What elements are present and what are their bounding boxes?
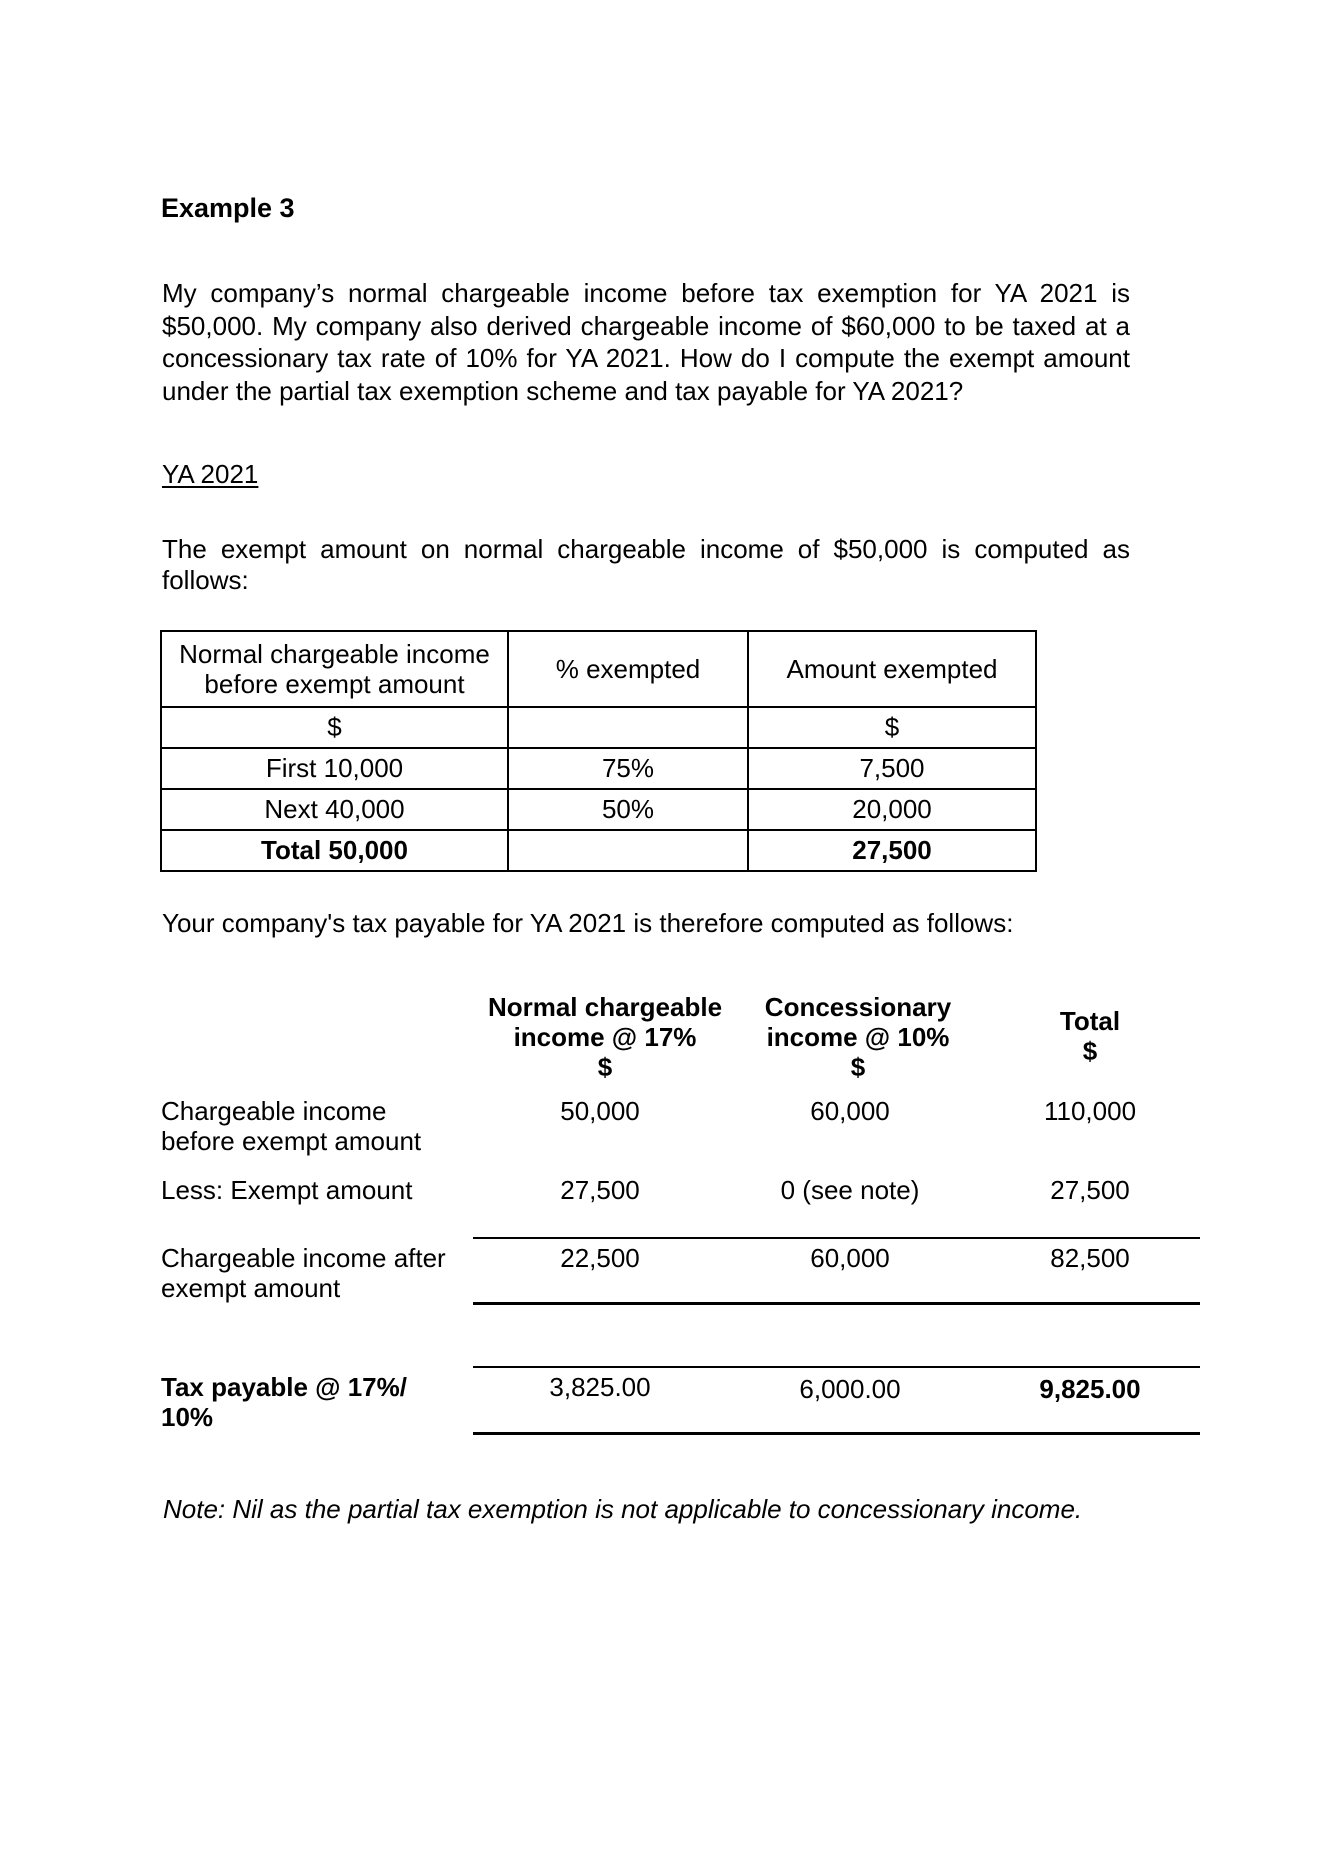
table-row [161,748,1036,789]
table-cell: 75% [508,748,748,789]
currency-cell: $ [161,707,508,748]
table-cell: 50% [508,789,748,830]
table-cell: 20,000 [748,789,1036,830]
col-header-unit: $ [597,1052,613,1082]
value-normal: 22,500 [560,1243,640,1273]
table-header-row [161,631,1036,707]
table-cell: Next 40,000 [161,789,508,830]
col-header-line: Normal chargeable [487,992,723,1022]
table-cell: 7,500 [748,748,1036,789]
value-total: 27,500 [1050,1175,1130,1205]
footnote: Note: Nil as the partial tax exemption is not applicable to concessionary income. [163,1494,1083,1524]
value-normal: 3,825.00 [549,1372,651,1402]
value-concessionary: 60,000 [810,1243,890,1273]
value-normal: 27,500 [560,1175,640,1205]
row-label-tax-payable [161,1372,407,1432]
row-label-chargeable-income [161,1096,421,1156]
value-concessionary: 0 (see note) [780,1175,920,1205]
exempt-amount-table [160,630,1037,872]
tax-rule-top [473,1366,1200,1368]
col-header-line: income @ 10% [766,1022,950,1052]
year-heading: YA 2021 [162,459,259,489]
exempt-intro-paragraph: The exempt amount on normal chargeable income of $50,000 is computed as follows: [162,534,1130,595]
row-label-less-exempt: Less: Exempt amount [161,1175,413,1205]
value-total: 9,825.00 [1039,1374,1141,1404]
col-header-line: Total [1059,1006,1121,1036]
header-percent-exempted: % exempted [508,631,748,707]
col-header-total [1020,1006,1160,1066]
value-total: 82,500 [1050,1243,1130,1273]
row-label-line: Tax payable @ 17%/ [161,1372,407,1402]
row-label-line: Chargeable income after [161,1243,446,1273]
row-label-line: Chargeable income [161,1096,387,1126]
col-header-line: Concessionary [764,992,952,1022]
col-header-normal [470,992,740,1082]
subtotal-rule-top [473,1237,1200,1239]
table-row [161,789,1036,830]
total-cell: 27,500 [748,830,1036,871]
subtotal-rule-bottom [473,1302,1200,1305]
row-label-line: exempt amount [161,1273,341,1303]
tax-rule-bottom [473,1432,1200,1435]
value-concessionary: 60,000 [810,1096,890,1126]
question-paragraph: My company’s normal chargeable income before tax exemption for YA 2021 is $50,000. My company also derived chargeable income of $60,000 to be taxed at a concessionary tax rate of 10% for YA 2021. How do I compute the exempt amount under the partial tax exemption scheme and tax payable for YA 2021? [162,278,1130,406]
total-cell [508,830,748,871]
currency-cell [508,707,748,748]
row-label-line: 10% [161,1402,214,1432]
col-header-line: income @ 17% [513,1022,697,1052]
header-normal-chargeable-income: Normal chargeable income before exempt amount [161,631,508,707]
value-total: 110,000 [1043,1096,1137,1126]
col-header-unit: $ [850,1052,866,1082]
table-total-row [161,830,1036,871]
table-cell: First 10,000 [161,748,508,789]
col-header-concessionary [738,992,978,1082]
example-title: Example 3 [161,193,295,223]
currency-cell: $ [748,707,1036,748]
value-normal: 50,000 [560,1096,640,1126]
tax-intro-paragraph: Your company's tax payable for YA 2021 is therefore computed as follows: [162,908,1014,938]
table-row [161,707,1036,748]
total-cell: Total 50,000 [161,830,508,871]
row-label-line: before exempt amount [161,1126,422,1156]
row-label-chargeable-after [161,1243,446,1303]
value-concessionary: 6,000.00 [799,1374,901,1404]
col-header-unit: $ [1082,1036,1098,1066]
header-amount-exempted: Amount exempted [748,631,1036,707]
